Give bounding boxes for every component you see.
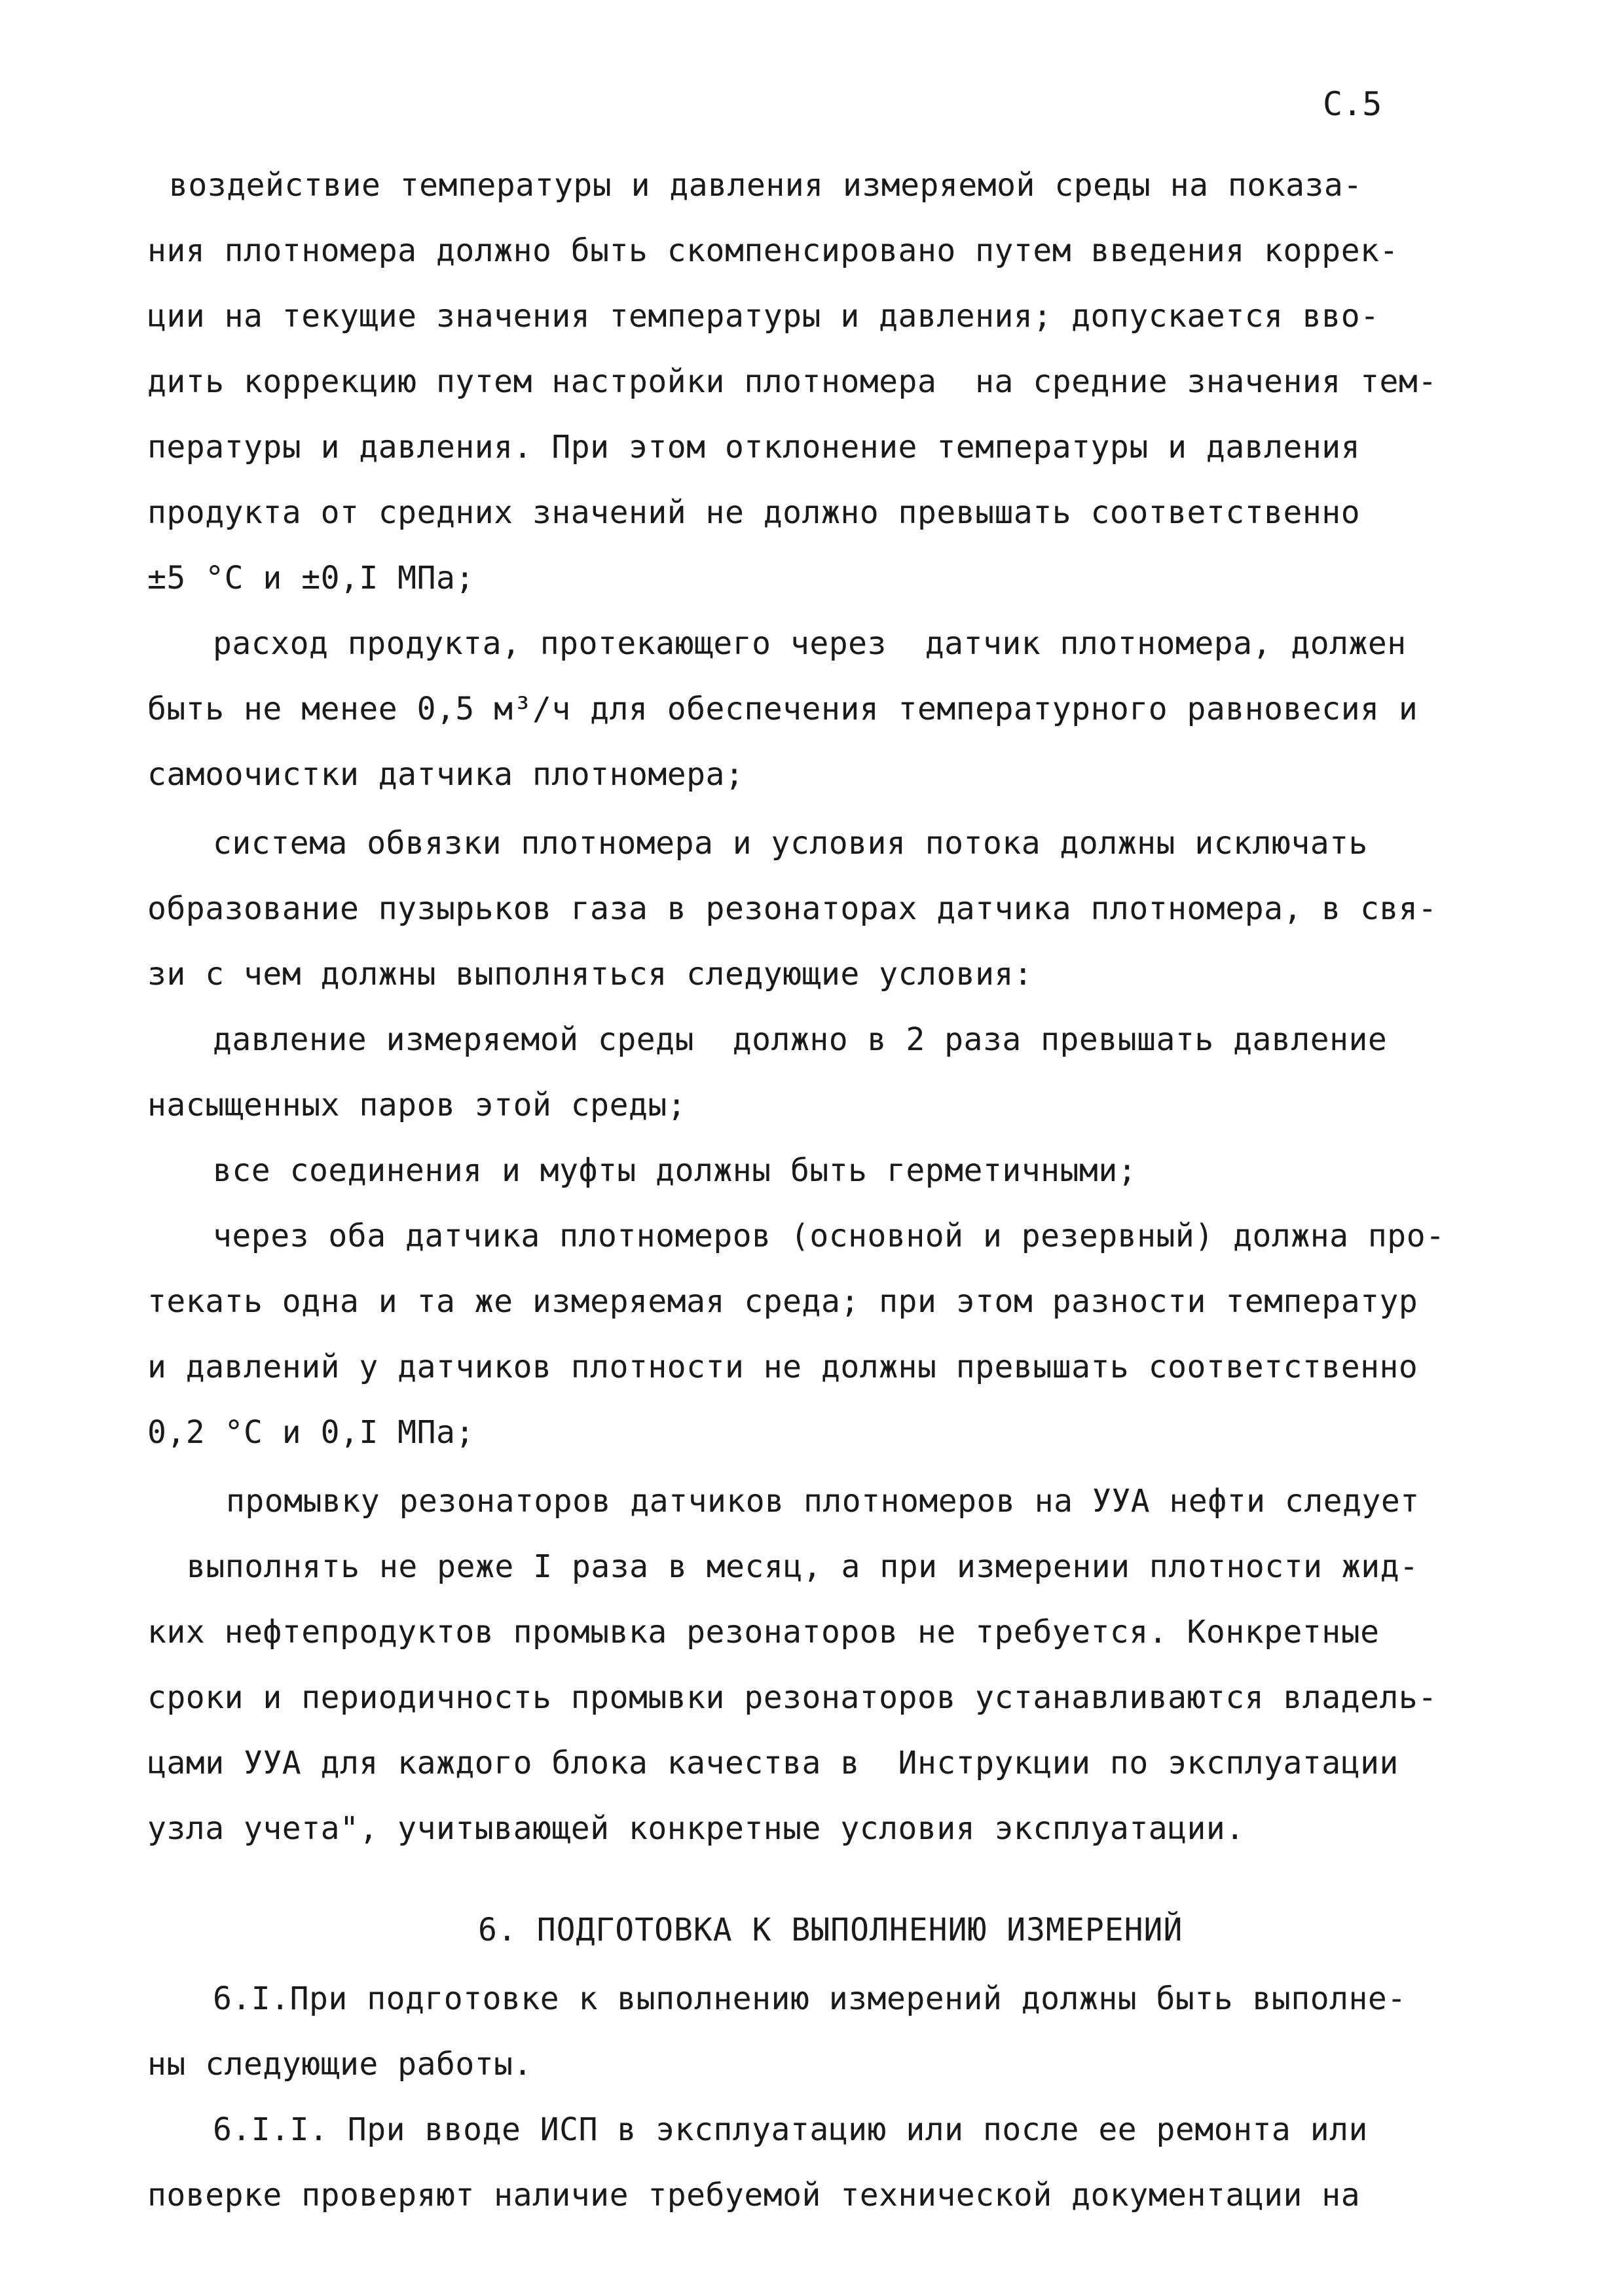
text-line: сроки и периодичность промывки резонаторов устанавливаются владель- [147, 1679, 1437, 1716]
text-line: цами УУА для каждого блока качества в Инструкции по эксплуатации [147, 1745, 1399, 1781]
text-line: образование пузырьков газа в резонаторах датчика плотномера, в свя- [147, 890, 1437, 927]
text-line: через оба датчика плотномеров (основной и резервный) должна про- [213, 1218, 1445, 1254]
text-line: дить коррекцию путем настройки плотномера на средние значения тем- [147, 363, 1437, 400]
text-line: поверке проверяют наличие требуемой технической документации на [147, 2177, 1361, 2214]
text-line: воздействие температуры и давления измеряемой среды на показа- [169, 167, 1363, 204]
text-line: самоочистки датчика плотномера; [147, 756, 745, 793]
section-heading: 6. ПОДГОТОВКА К ВЫПОЛНЕНИЮ ИЗМЕРЕНИЙ [478, 1912, 1183, 1948]
text-line: ких нефтепродуктов промывка резонаторов не требуется. Конкретные [147, 1614, 1380, 1650]
text-line: ±5 °С и ±0,I МПа; [147, 560, 475, 596]
text-line: быть не менее 0,5 м³/ч для обеспечения температурного равновесия и [147, 691, 1418, 727]
page-number: С.5 [1323, 85, 1382, 123]
text-line: все соединения и муфты должны быть герметичными; [213, 1152, 1137, 1189]
text-line: 0,2 °С и 0,I МПа; [147, 1414, 475, 1451]
text-line: пературы и давления. При этом отклонение температуры и давления [147, 429, 1361, 465]
text-line: расход продукта, протекающего через датчик плотномера, должен [213, 625, 1407, 662]
text-line: ны следующие работы. [147, 2046, 532, 2083]
text-line: ния плотномера должно быть скомпенсировано путем введения коррек- [147, 232, 1399, 269]
text-line: текать одна и та же измеряемая среда; при этом разности температур [147, 1283, 1418, 1320]
text-line: система обвязки плотномера и условия потока должны исключать [213, 825, 1368, 862]
text-line: узла учета", учитывающей конкретные условия эксплуатации. [147, 1810, 1245, 1847]
text-line: выполнять не реже I раза в месяц, а при измерении плотности жид- [187, 1548, 1419, 1585]
text-line: зи с чем должны выполняться следующие условия: [147, 956, 1033, 993]
text-line: промывку резонаторов датчиков плотномеров на УУА нефти следует [226, 1483, 1420, 1520]
text-line: и давлений у датчиков плотности не должны превышать соответственно [147, 1349, 1418, 1385]
text-line: давление измеряемой среды должно в 2 раза превышать давление [213, 1021, 1388, 1058]
text-line: продукта от средних значений не должно превышать соответственно [147, 494, 1361, 531]
text-line: 6.I.I. При вводе ИСП в эксплуатацию или после ее ремонта или [213, 2111, 1368, 2148]
text-line: насыщенных паров этой среды; [147, 1087, 687, 1123]
text-line: 6.I.При подготовке к выполнению измерений должны быть выполне- [213, 1980, 1407, 2017]
text-line: ции на текущие значения температуры и давления; допускается вво- [147, 298, 1380, 335]
